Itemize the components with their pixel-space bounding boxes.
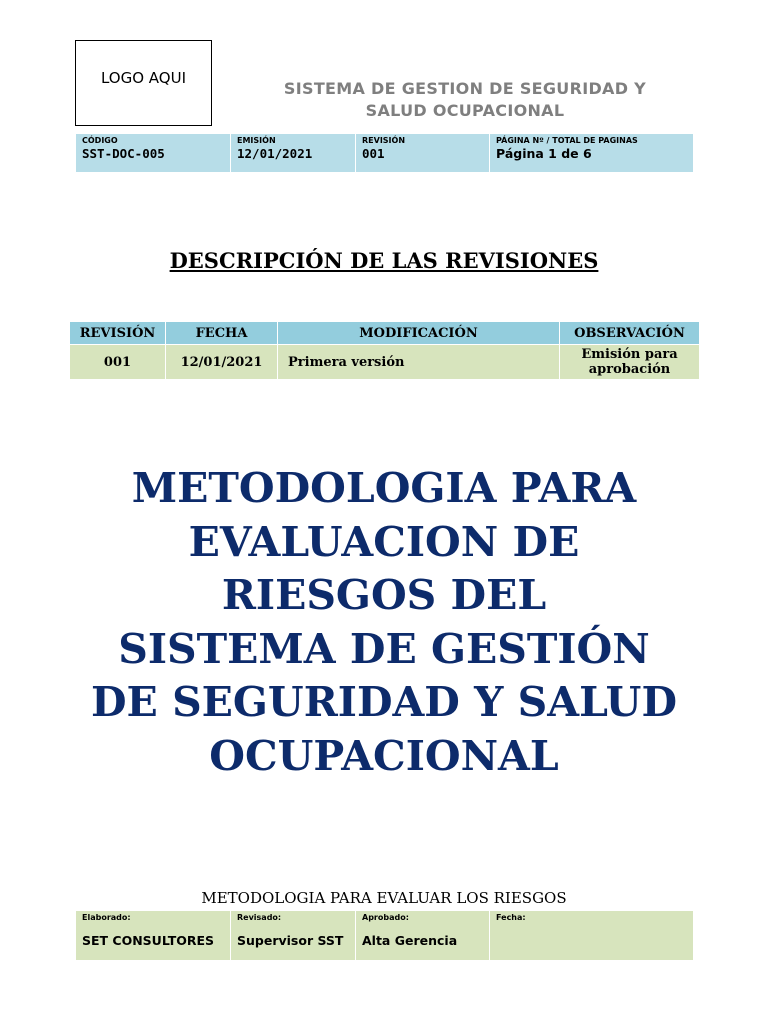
revisado-value: Supervisor SST bbox=[237, 933, 344, 948]
fecha-sign-label: Fecha: bbox=[496, 913, 526, 922]
meta-codigo-value: SST-DOC-005 bbox=[82, 146, 165, 161]
document-title-line6: OCUPACIONAL bbox=[209, 731, 559, 780]
revisions-heading: DESCRIPCIÓN DE LAS REVISIONES bbox=[169, 248, 599, 273]
revisions-header-row bbox=[70, 322, 700, 345]
document-title-line1: METODOLOGIA PARA bbox=[131, 464, 637, 512]
document-title-line2: EVALUACION DE bbox=[188, 517, 580, 566]
document-title-line5: DE SEGURIDAD Y SALUD bbox=[90, 678, 677, 726]
revisions-col-modificacion: MODIFICACIÓN bbox=[278, 322, 560, 345]
logo-placeholder bbox=[75, 40, 212, 126]
document-meta-table bbox=[75, 133, 694, 173]
modificacion-cell: Primera versión bbox=[278, 345, 560, 380]
aprobado-value: Alta Gerencia bbox=[362, 933, 458, 948]
meta-revision-value: 001 bbox=[362, 146, 385, 161]
fecha-sign-cell bbox=[490, 911, 694, 961]
meta-codigo-cell bbox=[76, 134, 231, 173]
meta-codigo-label: CÓDIGO bbox=[82, 136, 118, 145]
observacion-cell: Emisión para aprobación bbox=[560, 345, 700, 380]
meta-pagina-label: PÁGINA Nº / TOTAL DE PAGINAS bbox=[496, 136, 638, 145]
revision-cell: 001 bbox=[70, 345, 166, 380]
revisado-cell bbox=[231, 911, 356, 961]
meta-emision-cell bbox=[231, 134, 356, 173]
meta-pagina-value: Página 1 de 6 bbox=[496, 146, 592, 161]
revisions-col-observacion: OBSERVACIÓN bbox=[560, 322, 700, 345]
table-row bbox=[70, 345, 700, 380]
revisions-table bbox=[69, 321, 700, 380]
meta-revision-cell bbox=[356, 134, 490, 173]
header-title-line1: SISTEMA DE GESTION DE SEGURIDAD Y bbox=[283, 79, 647, 98]
aprobado-cell bbox=[356, 911, 490, 961]
logo-text: LOGO AQUI bbox=[100, 69, 187, 87]
meta-emision-value: 12/01/2021 bbox=[237, 146, 313, 161]
meta-emision-label: EMISIÓN bbox=[237, 136, 276, 145]
elaborado-label: Elaborado: bbox=[82, 913, 131, 922]
elaborado-value: SET CONSULTORES bbox=[82, 933, 215, 948]
signature-table bbox=[75, 910, 694, 961]
elaborado-cell bbox=[76, 911, 231, 961]
fecha-cell: 12/01/2021 bbox=[166, 345, 278, 380]
revisions-col-revision: REVISIÓN bbox=[70, 322, 166, 345]
revisado-label: Revisado: bbox=[237, 913, 282, 922]
document-title bbox=[60, 462, 708, 783]
document-title-line3: RIESGOS DEL bbox=[221, 571, 547, 619]
meta-pagina-cell bbox=[490, 134, 694, 173]
header-title bbox=[240, 78, 690, 122]
revisions-col-fecha: FECHA bbox=[166, 322, 278, 345]
header-title-line2: SALUD OCUPACIONAL bbox=[365, 101, 565, 120]
aprobado-label: Aprobado: bbox=[362, 913, 409, 922]
footer-heading: METODOLOGIA PARA EVALUAR LOS RIESGOS bbox=[201, 889, 567, 907]
document-title-line4: SISTEMA DE GESTIÓN bbox=[118, 624, 650, 673]
meta-revision-label: REVISIÓN bbox=[362, 136, 406, 145]
